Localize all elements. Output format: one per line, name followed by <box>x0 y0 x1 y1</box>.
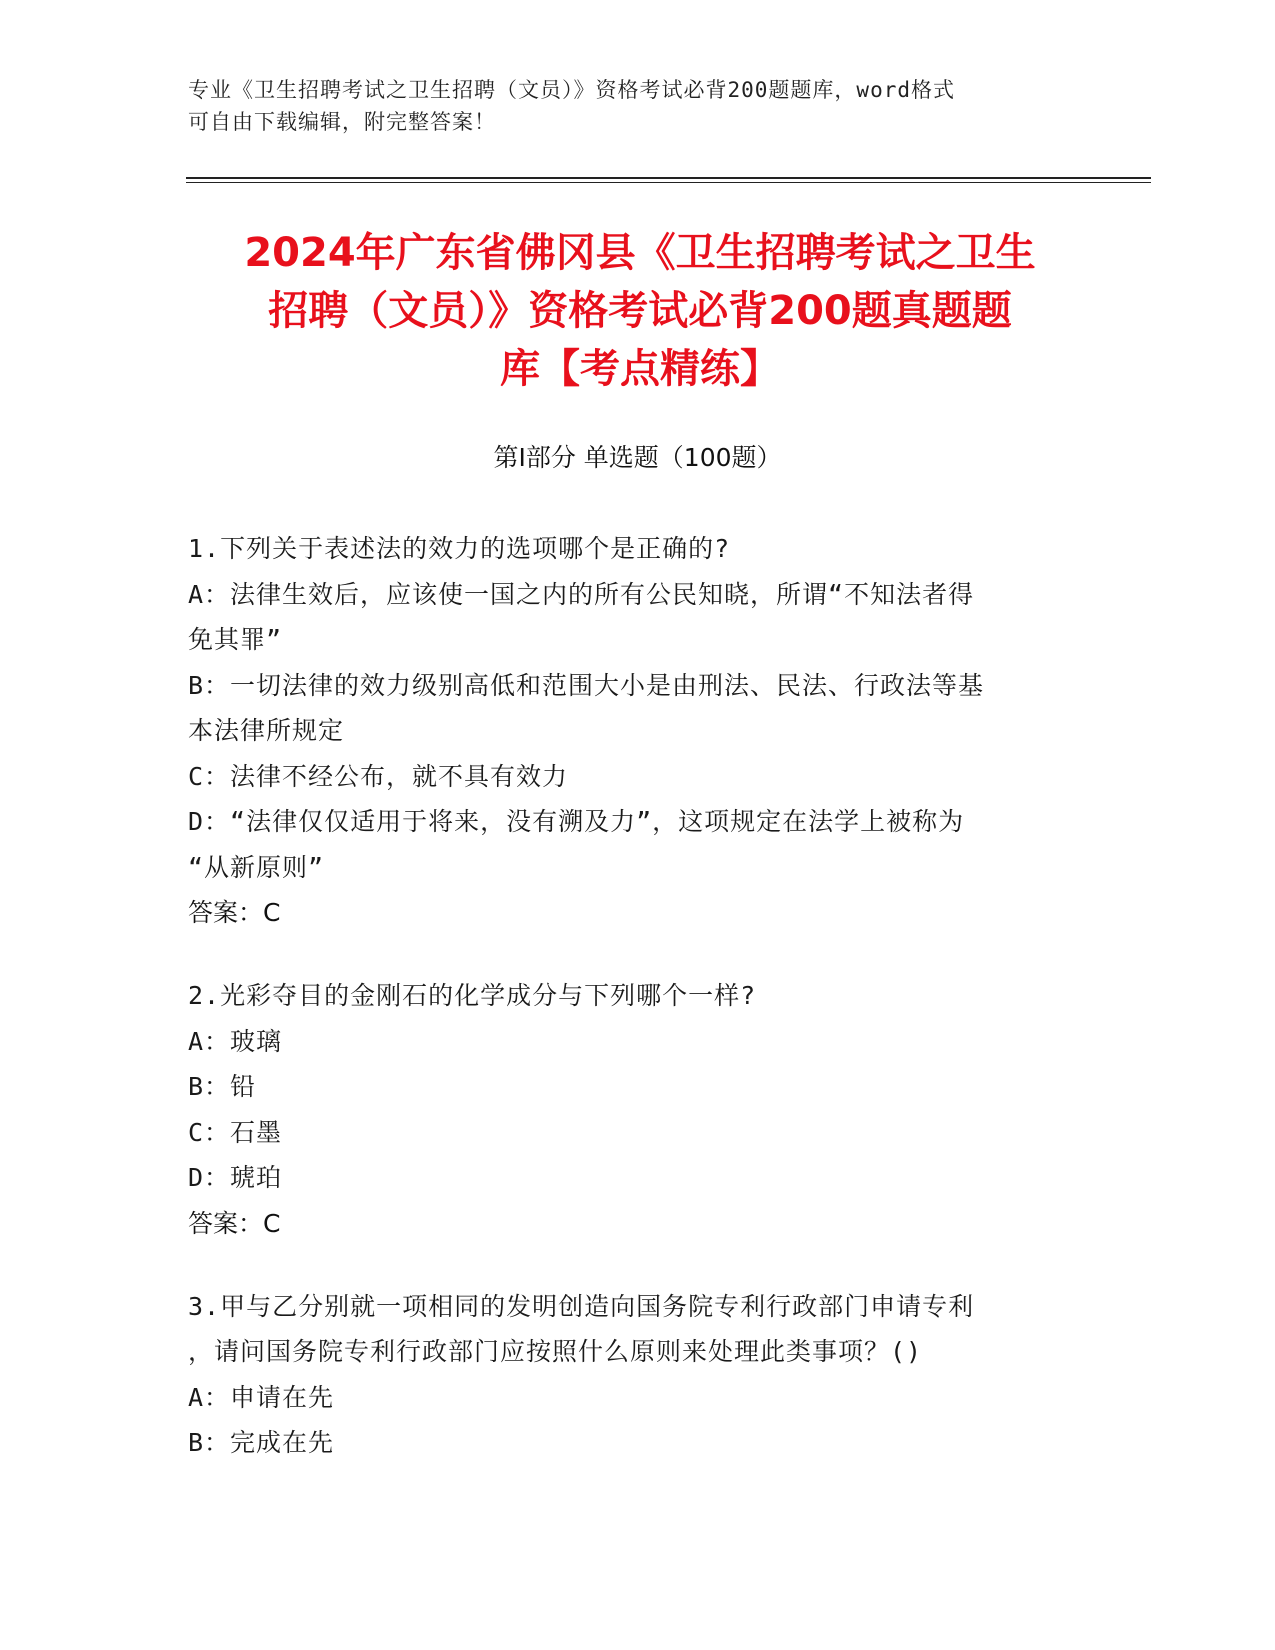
answer-option: D：琥珀 <box>188 1163 283 1192</box>
answer-option: B：铅 <box>188 1072 257 1101</box>
header-note-line: 专业《卫生招聘考试之卫生招聘（文员）》资格考试必背200题题库，word格式 <box>188 78 955 102</box>
answer-option: “从新原则” <box>188 852 325 882</box>
section-heading: 第Ⅰ部分 单选题（100题） <box>493 443 782 472</box>
header-divider <box>186 177 1151 179</box>
title-line: 招聘（文员）》资格考试必背200题真题题 <box>268 288 1012 334</box>
answer-key: 答案：C <box>188 1208 281 1238</box>
question-stem: 2.光彩夺目的金刚石的化学成分与下列哪个一样? <box>188 981 757 1010</box>
answer-option: B：一切法律的效力级别高低和范围大小是由刑法、民法、行政法等基 <box>188 670 985 700</box>
answer-option: A：法律生效后，应该使一国之内的所有公民知晓，所谓“不知法者得 <box>188 579 975 609</box>
title-line: 2024年广东省佛冈县《卫生招聘考试之卫生 <box>244 230 1036 276</box>
document-title <box>180 224 1100 398</box>
question-list <box>188 526 1088 1504</box>
question-item <box>188 526 1088 935</box>
answer-option: D：“法律仅仅适用于将来，没有溯及力”，这项规定在法学上被称为 <box>188 807 965 836</box>
answer-key: 答案：C <box>188 898 281 927</box>
question-item <box>188 973 1088 1246</box>
question-stem: 1.下列关于表述法的效力的选项哪个是正确的? <box>188 534 731 563</box>
header-note-line: 可自由下载编辑，附完整答案！ <box>188 110 496 134</box>
answer-option: A：申请在先 <box>188 1382 335 1412</box>
header-note <box>188 74 1088 138</box>
title-line: 库【考点精练】 <box>500 346 780 392</box>
answer-option: 本法律所规定 <box>188 716 345 745</box>
question-item <box>188 1284 1088 1466</box>
answer-option: A：玻璃 <box>188 1026 283 1056</box>
question-stem: ，请问国务院专利行政部门应按照什么原则来处理此类事项？() <box>188 1337 923 1366</box>
answer-option: C：石墨 <box>188 1117 283 1147</box>
header-divider-thin <box>186 182 1151 183</box>
answer-option: C：法律不经公布，就不具有效力 <box>188 761 569 791</box>
answer-option: 免其罪” <box>188 625 283 654</box>
question-stem: 3.甲与乙分别就一项相同的发明创造向国务院专利行政部门申请专利 <box>188 1291 975 1321</box>
answer-option: B：完成在先 <box>188 1428 335 1457</box>
